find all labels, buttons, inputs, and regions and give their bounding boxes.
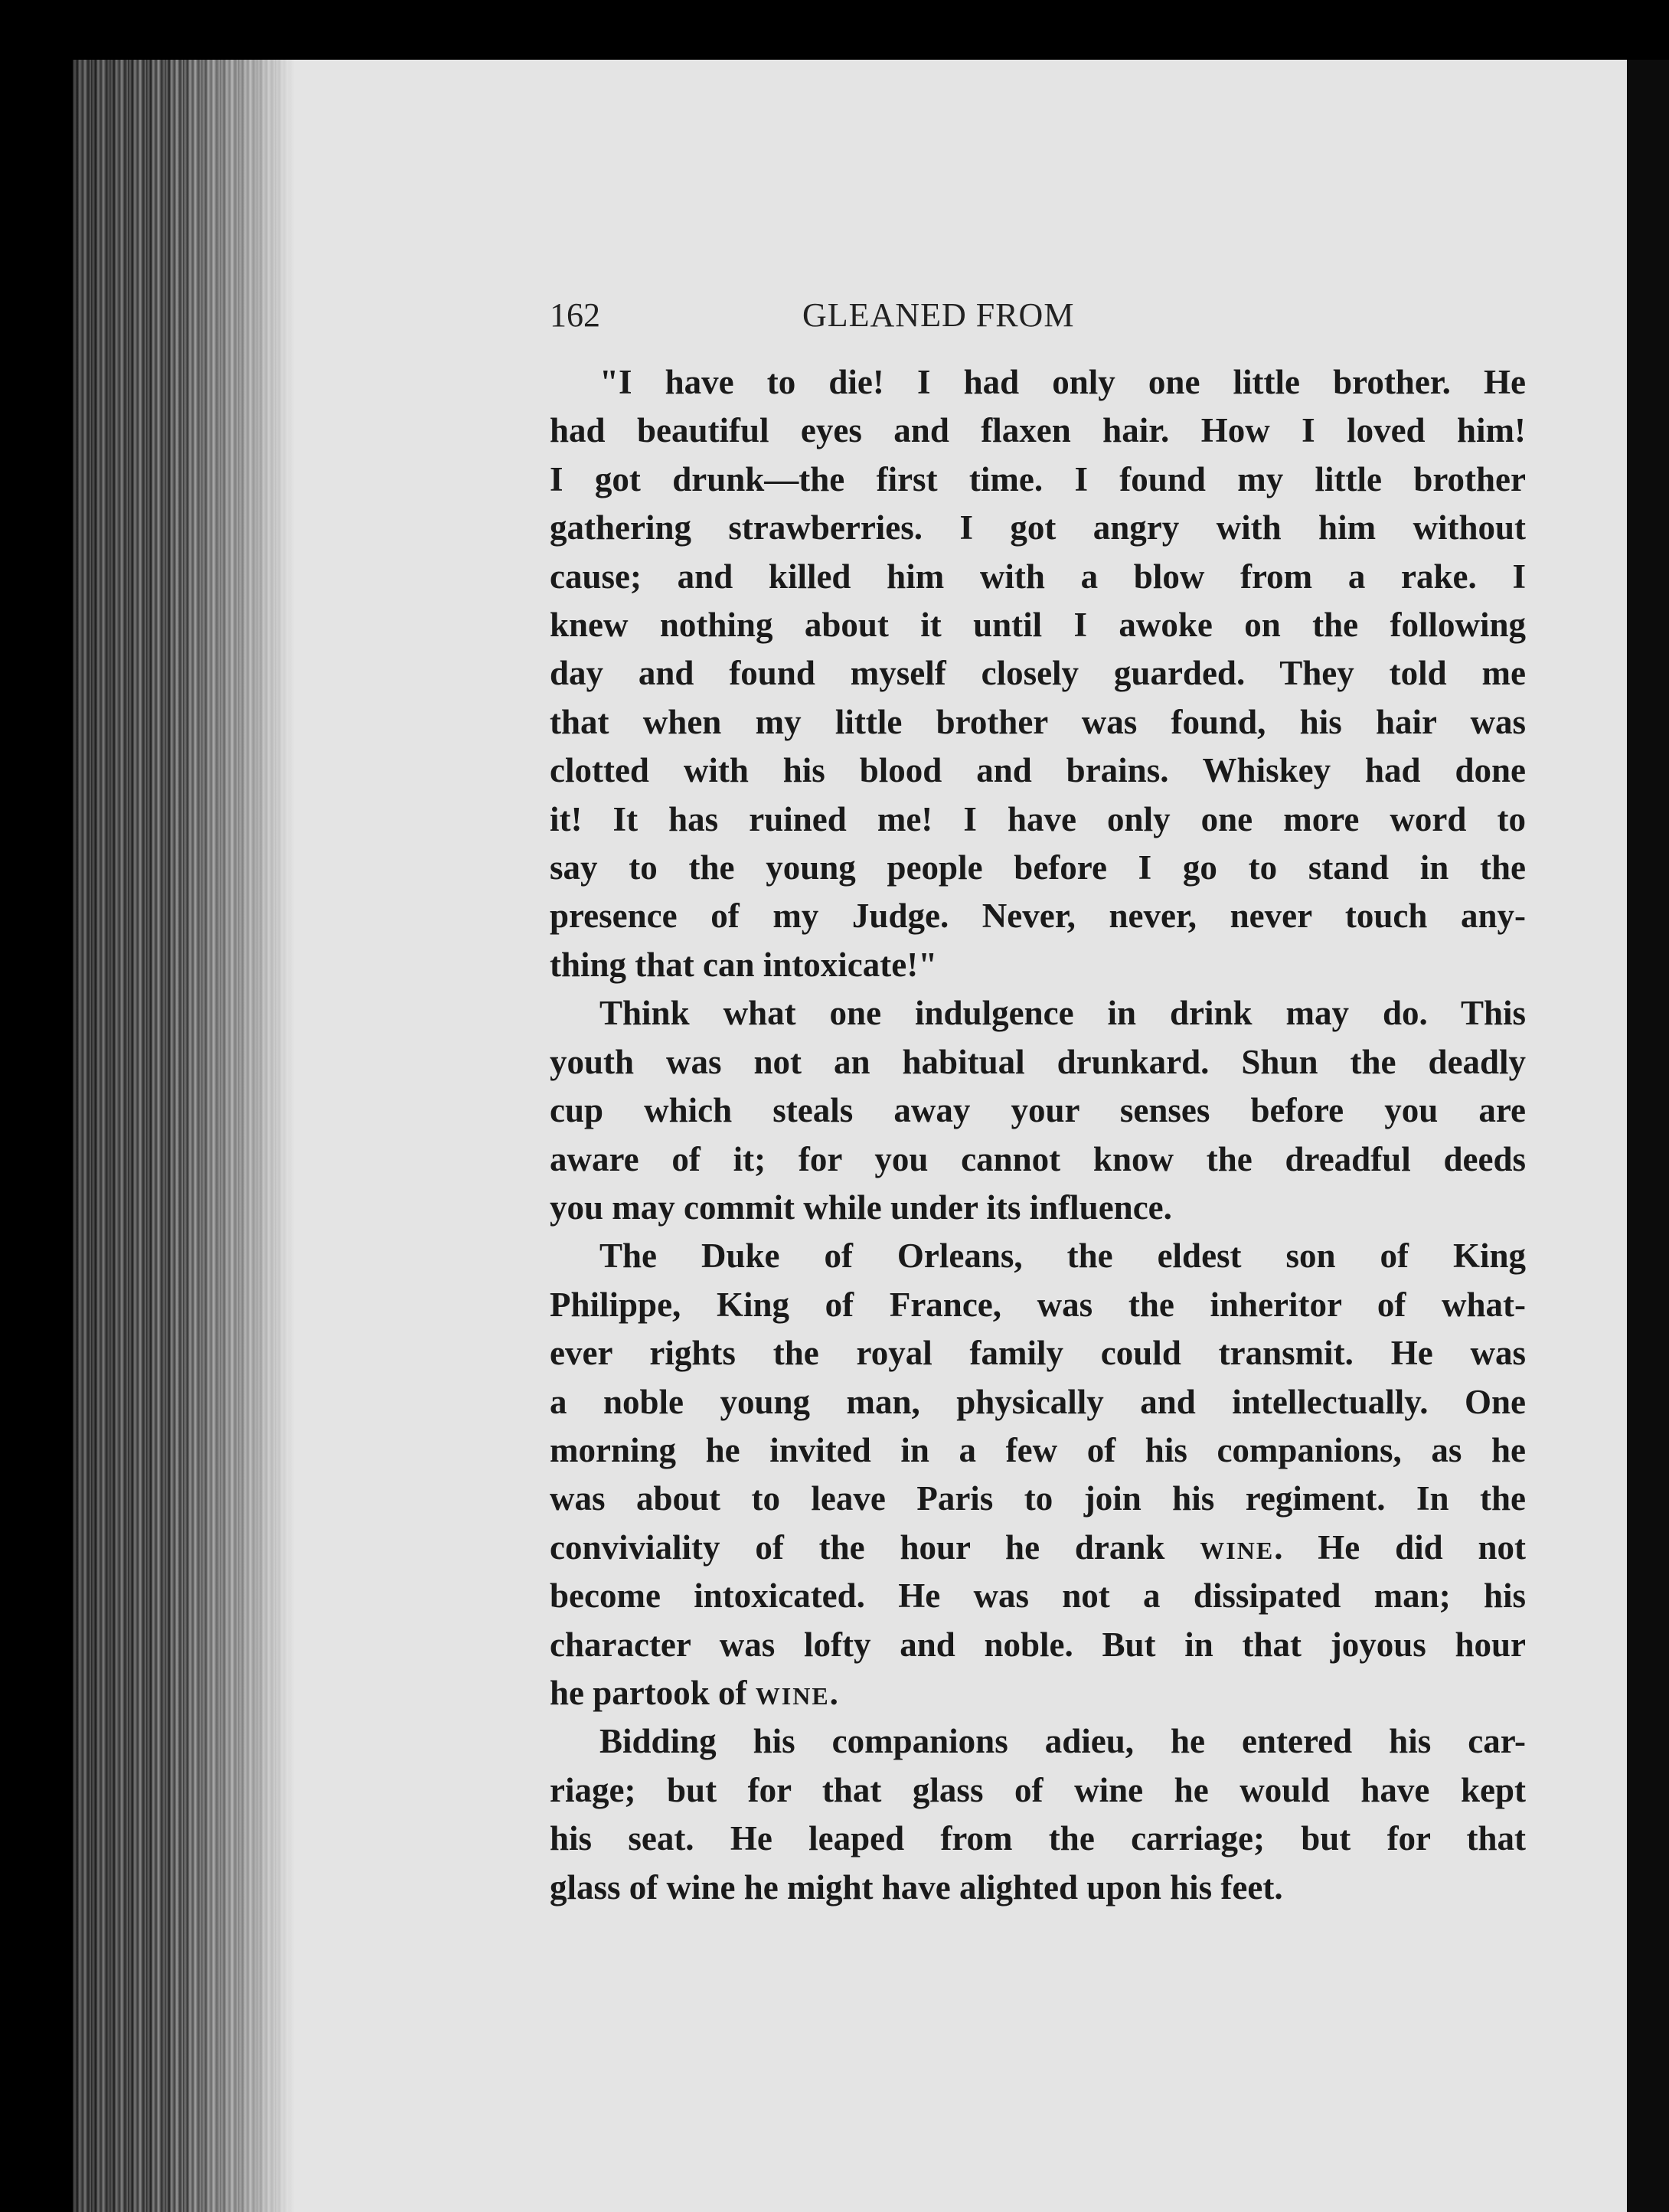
text-line: gathering strawberries. I got angry with him without xyxy=(550,508,1526,547)
small-caps-word: wine xyxy=(755,1673,830,1712)
text-line: clotted with his blood and brains. Whiskey had done xyxy=(550,751,1526,790)
paragraph-4 xyxy=(550,1717,1526,1912)
text-line: become intoxicated. He was not a dissipated man; his xyxy=(550,1576,1526,1616)
text-line xyxy=(550,1669,1526,1717)
paragraph-1 xyxy=(550,358,1526,989)
text-line: day and found myself closely guarded. They told me xyxy=(550,654,1526,693)
text-line: ever rights the royal family could transmit. He was xyxy=(550,1334,1526,1373)
text-line: had beautiful eyes and flaxen hair. How I loved him! xyxy=(550,411,1526,450)
text-line: Bidding his companions adieu, he entered his car- xyxy=(599,1722,1526,1761)
text-line: thing that can intoxicate!" xyxy=(550,945,938,984)
text-line: morning he invited in a few of his companions, as he xyxy=(550,1430,1526,1469)
page-text xyxy=(550,291,1526,1912)
text-line: youth was not an habitual drunkard. Shun the deadly xyxy=(550,1042,1526,1081)
text-run: . He did not xyxy=(1274,1527,1527,1567)
text-line: cup which steals away your senses before you are xyxy=(550,1091,1526,1130)
binding-shadow xyxy=(1627,60,1669,2212)
text-line: it! It has ruined me! I have only one more word to xyxy=(550,799,1526,838)
text-run: conviviality of the hour he drank xyxy=(550,1527,1200,1567)
small-caps-word: wine xyxy=(1200,1527,1275,1567)
text-line: glass of wine he might have alighted upon his feet. xyxy=(550,1867,1283,1907)
text-line: that when my little brother was found, his hair was xyxy=(550,702,1526,741)
text-line: cause; and killed him with a blow from a rake. I xyxy=(550,557,1526,596)
text-line xyxy=(550,1524,1526,1572)
text-line: you may commit while under its influence. xyxy=(550,1188,1172,1227)
text-line: a noble young man, physically and intellectually. One xyxy=(550,1382,1526,1421)
text-line: Think what one indulgence in drink may do. This xyxy=(599,994,1526,1033)
text-line: aware of it; for you cannot know the dreadful deeds xyxy=(550,1139,1526,1178)
text-line: presence of my Judge. Never, never, never touch any- xyxy=(550,897,1526,936)
paragraph-3 xyxy=(550,1232,1526,1717)
text-line: say to the young people before I go to stand in the xyxy=(550,848,1526,887)
text-line: knew nothing about it until I awoke on the following xyxy=(550,606,1526,645)
text-line: riage; but for that glass of wine he would have kept xyxy=(550,1770,1526,1809)
text-run: . xyxy=(829,1673,838,1712)
page-header xyxy=(550,291,1526,358)
text-line: character was lofty and noble. But in that joyous hour xyxy=(550,1625,1526,1664)
text-line: I got drunk—the first time. I found my little brother xyxy=(550,459,1526,498)
text-line: "I have to die! I had only one little brother. He xyxy=(599,363,1526,401)
book-page-edge xyxy=(73,60,295,2212)
page-number: 162 xyxy=(550,296,600,334)
text-line: The Duke of Orleans, the eldest son of King xyxy=(599,1237,1526,1276)
paragraph-2 xyxy=(550,989,1526,1232)
running-head: GLEANED FROM xyxy=(802,296,1075,334)
text-line: Philippe, King of France, was the inheritor of what- xyxy=(550,1285,1526,1324)
text-line: his seat. He leaped from the carriage; but for that xyxy=(550,1819,1526,1858)
text-line: was about to leave Paris to join his regiment. In the xyxy=(550,1479,1526,1518)
text-run: he partook of xyxy=(550,1673,756,1712)
